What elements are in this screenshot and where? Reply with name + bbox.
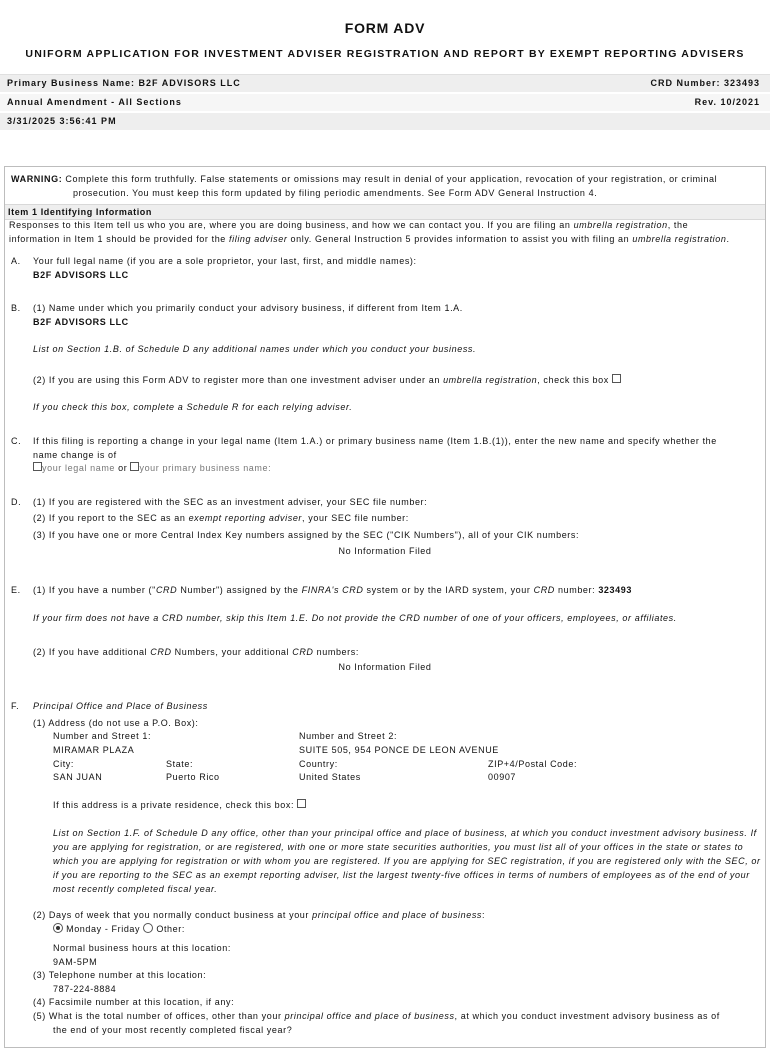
item-a-letter: A. [11, 256, 21, 266]
item-b2-note: If you check this box, complete a Schedule R for each relying adviser. [33, 402, 353, 412]
private-residence-question: If this address is a private residence, check this box: [53, 798, 306, 812]
legal-name-value: B2F ADVISORS LLC [33, 270, 129, 280]
header-row-amendment [0, 94, 770, 113]
country-value: United States [299, 772, 361, 782]
item-a-question: Your full legal name (if you are a sole proprietor, your last, first, and middle names): [33, 256, 417, 266]
monday-friday-label: Monday - Friday [66, 924, 141, 934]
monday-friday-radio[interactable] [53, 923, 63, 933]
street2-value: SUITE 505, 954 PONCE DE LEON AVENUE [299, 745, 499, 755]
item-d3-no-info: No Information Filed [338, 546, 432, 556]
street1-label: Number and Street 1: [53, 731, 152, 741]
item-c-question-line2: name change is of [33, 450, 117, 460]
item-f-note-line5: most recently completed fiscal year. [53, 884, 218, 894]
warning-label: WARNING: [11, 174, 63, 184]
form-revision: Rev. 10/2021 [694, 97, 760, 107]
business-name-value: B2F ADVISORS LLC [33, 317, 129, 327]
private-residence-checkbox[interactable] [297, 799, 306, 808]
primary-business-name: Primary Business Name: B2F ADVISORS LLC [7, 78, 241, 88]
item-f1-question: (1) Address (do not use a P.O. Box): [33, 718, 199, 728]
item-f3-question: (3) Telephone number at this location: [33, 970, 207, 980]
item-b2-question: (2) If you are using this Form ADV to register more than one investment adviser under an umbrella registration, check this box [33, 373, 621, 387]
zip-label: ZIP+4/Postal Code: [488, 759, 578, 769]
state-label: State: [166, 759, 194, 769]
form-subtitle: UNIFORM APPLICATION FOR INVESTMENT ADVISER REGISTRATION AND REPORT BY EXEMPT REPORTING ADVISERS [25, 48, 745, 60]
amendment-type: Annual Amendment - All Sections [7, 97, 182, 107]
umbrella-checkbox[interactable] [612, 374, 621, 383]
item-f5-question-line2: the end of your most recently completed fiscal year? [53, 1025, 293, 1035]
header-row-datetime [0, 113, 770, 132]
item-f2-question: (2) Days of week that you normally conduct business at your principal office and place of business: [33, 910, 486, 920]
country-label: Country: [299, 759, 338, 769]
header-row-business [0, 75, 770, 94]
name-change-options: your legal name or your primary business name: [33, 461, 271, 475]
item-e2-question: (2) If you have additional CRD Numbers, your additional CRD numbers: [33, 647, 359, 657]
other-days-label: Other: [156, 924, 185, 934]
item1-intro-line1: Responses to this Item tell us who you are, where you are doing business, and how we can contact you. If you are filing an umbrella registration, the [9, 220, 689, 230]
item1-intro-line2: information in Item 1 should be provided for the filing adviser only. General Instruction 5 provides information to assist you with filing an umbrella registration. [9, 234, 730, 244]
item-d-letter: D. [11, 497, 22, 507]
item-e2-no-info: No Information Filed [338, 662, 432, 672]
state-value: Puerto Rico [166, 772, 220, 782]
form-title: FORM ADV [344, 20, 426, 36]
street1-value: MIRAMAR PLAZA [53, 745, 135, 755]
zip-value: 00907 [488, 772, 517, 782]
item-f-note-line3: which you are applying for registration or with whom you are registered. If you are applying for SEC registration, if you are registered only with the SEC, or [53, 856, 761, 866]
city-label: City: [53, 759, 74, 769]
item-c-letter: C. [11, 436, 22, 446]
warning-line1: Complete this form truthfully. False statements or omissions may result in denial of your application, revocation of your registration, or criminal [65, 174, 718, 184]
item1-heading: Item 1 Identifying Information [5, 204, 765, 220]
item-f4-question: (4) Facsimile number at this location, if any: [33, 997, 235, 1007]
filing-datetime: 3/31/2025 3:56:41 PM [7, 116, 117, 126]
legal-name-checkbox[interactable] [33, 462, 42, 471]
item-f-note-line1: List on Section 1.F. of Schedule D any office, other than your principal office and place of business, at which you conduct investment advisory business. If [53, 828, 757, 838]
item-e1-question: (1) If you have a number ("CRD Number") assigned by the FINRA's CRD system or by the IARD system, your CRD number: 323493 [33, 585, 632, 595]
item-b1-note: List on Section 1.B. of Schedule D any additional names under which you conduct your business. [33, 344, 477, 354]
phone-value: 787-224-8884 [53, 984, 117, 994]
item-e-letter: E. [11, 585, 21, 595]
crd-number: CRD Number: 323493 [650, 78, 760, 88]
item-e1-note: If your firm does not have a CRD number, skip this Item 1.E. Do not provide the CRD number of one of your officers, employees, or affiliates. [33, 613, 677, 623]
item-c-question-line1: If this filing is reporting a change in your legal name (Item 1.A.) or primary business name (Item 1.B.(1)), enter the new name and specify whether the [33, 436, 717, 446]
item-b-letter: B. [11, 303, 21, 313]
item-d3-question: (3) If you have one or more Central Index Key numbers assigned by the SEC ("CIK Numbers"), all of your CIK numbers: [33, 530, 580, 540]
hours-value: 9AM-5PM [53, 957, 98, 967]
street2-label: Number and Street 2: [299, 731, 398, 741]
item-f-note-line2: you are applying for registration, or are registered, with one or more state securities authorities, you must list all of your offices in the state or states to [53, 842, 744, 852]
item-f-heading: Principal Office and Place of Business [33, 701, 208, 711]
warning-line2: prosecution. You must keep this form updated by filing periodic amendments. See Form ADV General Instruction 4. [73, 188, 598, 198]
item-f-note-line4: if you are reporting to the SEC as an exempt reporting adviser, list the largest twenty-five offices in terms of numbers of employees as of the end of your [53, 870, 750, 880]
item-f5-question: (5) What is the total number of offices, other than your principal office and place of business, at which you conduct investment advisory business as of [33, 1011, 720, 1021]
filing-header [0, 74, 770, 132]
hours-label: Normal business hours at this location: [53, 943, 231, 953]
item-b1-question: (1) Name under which you primarily conduct your advisory business, if different from Item 1.A. [33, 303, 463, 313]
item-d2-question: (2) If you report to the SEC as an exempt reporting adviser, your SEC file number: [33, 513, 409, 523]
other-days-radio[interactable] [143, 923, 153, 933]
city-value: SAN JUAN [53, 772, 103, 782]
crd-value: 323493 [598, 585, 632, 595]
item-f-letter: F. [11, 701, 20, 711]
warning-block [5, 167, 765, 200]
item-d1-question: (1) If you are registered with the SEC as an investment adviser, your SEC file number: [33, 497, 428, 507]
business-days-options [53, 922, 185, 936]
